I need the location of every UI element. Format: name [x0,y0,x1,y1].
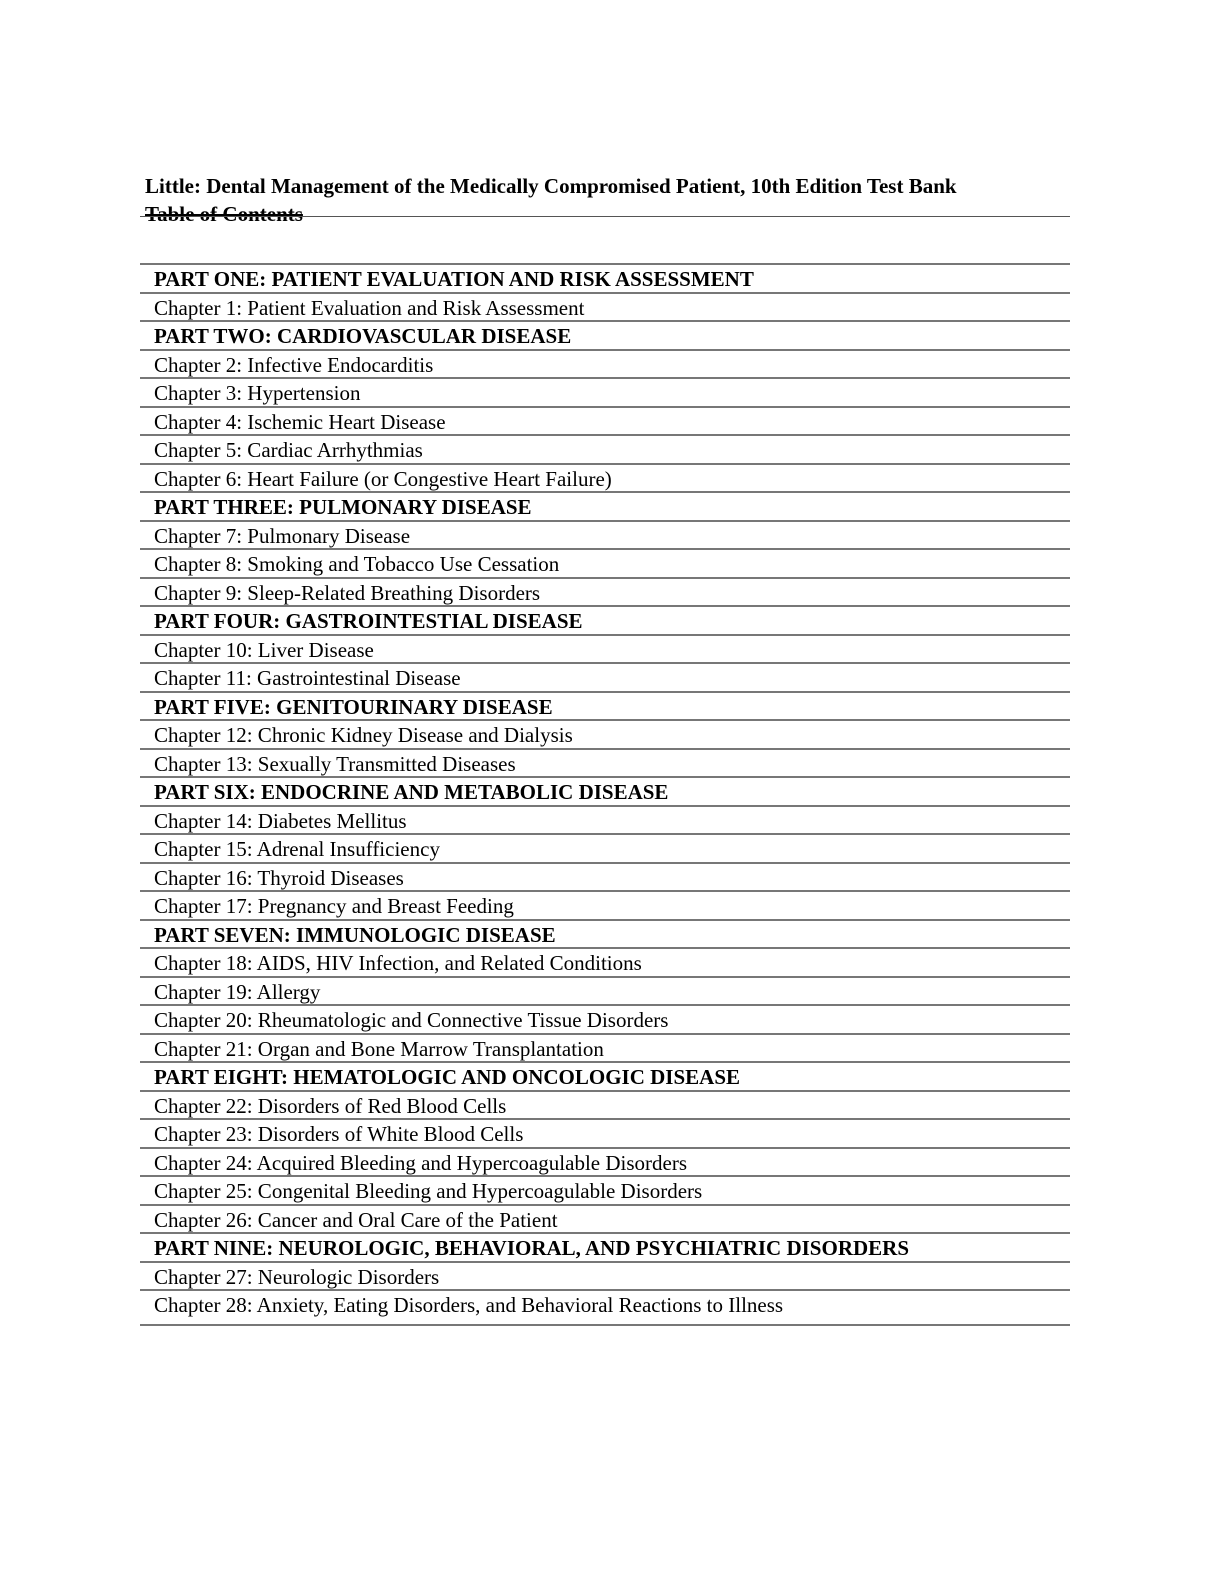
toc-chapter-row: Chapter 17: Pregnancy and Breast Feeding [140,892,1070,921]
toc-chapter-row: Chapter 18: AIDS, HIV Infection, and Related Conditions [140,949,1070,978]
toc-chapter-row: Chapter 19: Allergy [140,978,1070,1007]
toc-chapter-row: Chapter 27: Neurologic Disorders [140,1263,1070,1292]
toc-chapter-row: Chapter 9: Sleep-Related Breathing Disorders [140,579,1070,608]
table-of-contents [140,263,1070,1326]
toc-part-heading: PART ONE: PATIENT EVALUATION AND RISK ASSESSMENT [140,265,1070,294]
toc-chapter-row: Chapter 13: Sexually Transmitted Diseases [140,750,1070,779]
toc-chapter-row: Chapter 1: Patient Evaluation and Risk Assessment [140,294,1070,323]
toc-chapter-row: Chapter 12: Chronic Kidney Disease and Dialysis [140,721,1070,750]
toc-chapter-row: Chapter 7: Pulmonary Disease [140,522,1070,551]
toc-chapter-row: Chapter 2: Infective Endocarditis [140,351,1070,380]
toc-chapter-row: Chapter 4: Ischemic Heart Disease [140,408,1070,437]
toc-chapter-row: Chapter 14: Diabetes Mellitus [140,807,1070,836]
toc-chapter-row: Chapter 22: Disorders of Red Blood Cells [140,1092,1070,1121]
toc-part-heading: PART SEVEN: IMMUNOLOGIC DISEASE [140,921,1070,950]
toc-chapter-row: Chapter 28: Anxiety, Eating Disorders, and Behavioral Reactions to Illness [140,1291,1070,1326]
toc-chapter-row: Chapter 24: Acquired Bleeding and Hypercoagulable Disorders [140,1149,1070,1178]
document-subtitle: Table of Contents [145,202,303,226]
toc-chapter-row: Chapter 15: Adrenal Insufficiency [140,835,1070,864]
toc-part-heading: PART TWO: CARDIOVASCULAR DISEASE [140,322,1070,351]
toc-part-heading: PART FOUR: GASTROINTESTIAL DISEASE [140,607,1070,636]
toc-chapter-row: Chapter 21: Organ and Bone Marrow Transplantation [140,1035,1070,1064]
toc-part-heading: PART THREE: PULMONARY DISEASE [140,493,1070,522]
toc-chapter-row: Chapter 3: Hypertension [140,379,1070,408]
toc-chapter-row: Chapter 26: Cancer and Oral Care of the Patient [140,1206,1070,1235]
toc-chapter-row: Chapter 16: Thyroid Diseases [140,864,1070,893]
document-title: Little: Dental Management of the Medically Compromised Patient, 10th Edition Test Bank [145,174,957,198]
toc-chapter-row: Chapter 6: Heart Failure (or Congestive Heart Failure) [140,465,1070,494]
toc-chapter-row: Chapter 25: Congenital Bleeding and Hypercoagulable Disorders [140,1177,1070,1206]
toc-chapter-row: Chapter 10: Liver Disease [140,636,1070,665]
toc-chapter-row: Chapter 20: Rheumatologic and Connective Tissue Disorders [140,1006,1070,1035]
toc-chapter-row: Chapter 8: Smoking and Tobacco Use Cessation [140,550,1070,579]
toc-chapter-row: Chapter 23: Disorders of White Blood Cells [140,1120,1070,1149]
toc-chapter-row: Chapter 5: Cardiac Arrhythmias [140,436,1070,465]
toc-part-heading: PART NINE: NEUROLOGIC, BEHAVIORAL, AND PSYCHIATRIC DISORDERS [140,1234,1070,1263]
toc-part-heading: PART FIVE: GENITOURINARY DISEASE [140,693,1070,722]
toc-part-heading: PART SIX: ENDOCRINE AND METABOLIC DISEASE [140,778,1070,807]
toc-chapter-row: Chapter 11: Gastrointestinal Disease [140,664,1070,693]
toc-part-heading: PART EIGHT: HEMATOLOGIC AND ONCOLOGIC DISEASE [140,1063,1070,1092]
subtitle-rule [140,216,1070,217]
